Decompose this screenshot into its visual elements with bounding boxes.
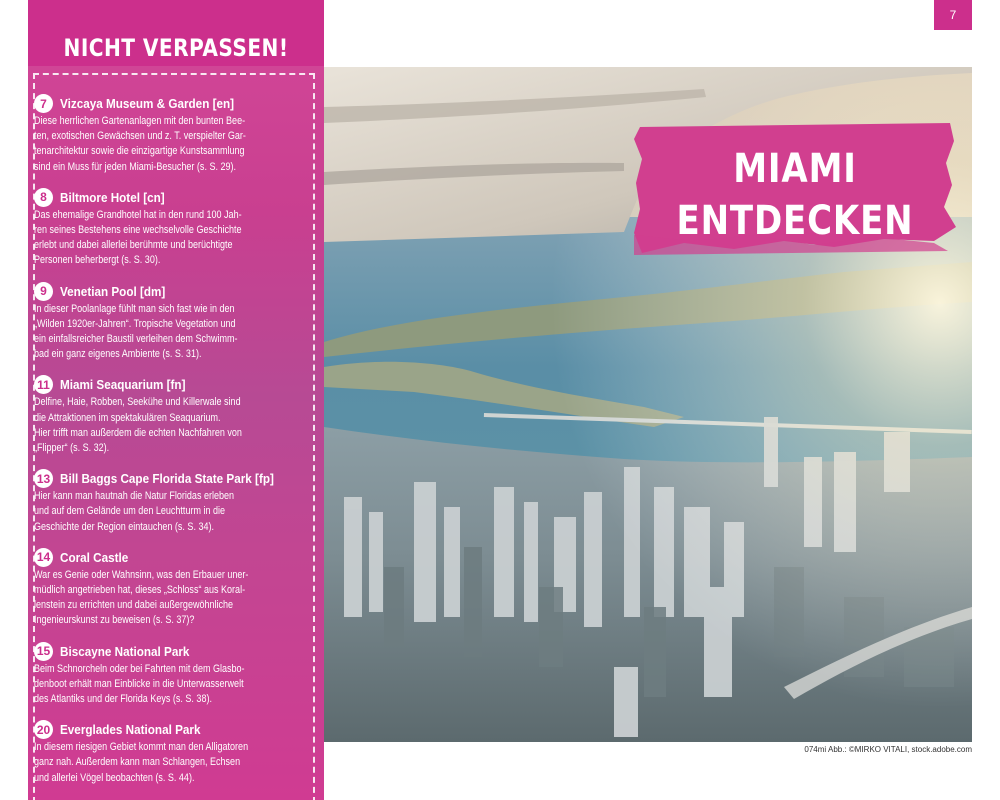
text-line: sind ein Muss für jeden Miami-Besucher (s. S. 29). bbox=[34, 160, 237, 173]
number-badge: 9 bbox=[34, 282, 53, 301]
list-item-title: Biltmore Hotel [cn] bbox=[60, 189, 165, 205]
list-item bbox=[34, 375, 296, 456]
text-line: und auf dem Gelände um den Leuchtturm in die bbox=[34, 505, 226, 518]
text-line: Das ehemalige Grandhotel hat in den rund 100 Jah- bbox=[34, 208, 242, 221]
list-item bbox=[34, 548, 296, 629]
list-item-title: Biscayne National Park bbox=[60, 643, 190, 659]
photo-credit: 074mi Abb.: ©MIRKO VITALI, stock.adobe.com bbox=[804, 745, 972, 754]
list-item-text bbox=[34, 662, 273, 708]
text-line: bad ein ganz eigenes Ambiente (s. S. 31). bbox=[34, 348, 202, 361]
list-item bbox=[34, 720, 296, 786]
text-line: ren seines Bestehens eine wechselvolle Geschichte bbox=[34, 224, 242, 237]
text-line: erlebt und dabei allerlei berühmte und berüchtigte bbox=[34, 239, 233, 252]
list-item-text bbox=[34, 740, 273, 786]
number-badge: 20 bbox=[34, 720, 53, 739]
list-item-text bbox=[34, 208, 273, 269]
text-line: Geschichte der Region eintauchen (s. S. 34). bbox=[34, 520, 215, 533]
list-item bbox=[34, 94, 296, 175]
text-line: Hier kann man hautnah die Natur Floridas erleben bbox=[34, 490, 235, 503]
list-item-title: Everglades National Park bbox=[60, 722, 201, 738]
list-item bbox=[34, 642, 296, 708]
text-line: müdlich angetrieben hat, dieses „Schloss“ aus Koral- bbox=[34, 584, 246, 597]
number-badge: 13 bbox=[34, 469, 53, 488]
list-item-head bbox=[34, 188, 296, 207]
text-line: die Attraktionen im spektakulären Seaquarium. bbox=[34, 411, 221, 424]
list-item-head bbox=[34, 548, 296, 567]
list-item-head bbox=[34, 282, 296, 301]
page-number: 7 bbox=[934, 0, 972, 30]
text-line: Hier trifft man außerdem die echten Nachfahren von bbox=[34, 426, 242, 439]
text-line: Personen beherbergt (s. S. 30). bbox=[34, 254, 161, 267]
list-item-head bbox=[34, 94, 296, 113]
number-badge: 7 bbox=[34, 94, 53, 113]
text-line: des Atlantiks und der Florida Keys (s. S. 38). bbox=[34, 693, 212, 706]
text-line: ten, exotischen Gewächsen und z. T. verspielter Gar- bbox=[34, 130, 246, 143]
list-item bbox=[34, 188, 296, 269]
hero-title-line: ENTDECKEN bbox=[676, 198, 914, 244]
text-line: War es Genie oder Wahnsinn, was den Erbauer uner- bbox=[34, 568, 249, 581]
highlights-list bbox=[34, 94, 296, 799]
list-item-title: Venetian Pool [dm] bbox=[60, 283, 166, 299]
text-line: Ingenieurskunst zu beweisen (s. S. 37)? bbox=[34, 614, 195, 627]
number-badge: 15 bbox=[34, 642, 53, 661]
list-item-text bbox=[34, 302, 273, 363]
list-item-head bbox=[34, 469, 296, 488]
text-line: Beim Schnorcheln oder bei Fahrten mit dem Glasbo- bbox=[34, 662, 245, 675]
list-item-text bbox=[34, 489, 273, 535]
list-item-title: Vizcaya Museum & Garden [en] bbox=[60, 96, 235, 111]
hero-title bbox=[658, 143, 932, 247]
list-item-text bbox=[34, 114, 273, 175]
text-line: Diese herrlichen Gartenanlagen mit den bunten Bee- bbox=[34, 115, 246, 127]
number-badge: 8 bbox=[34, 188, 53, 207]
list-item-title: Coral Castle bbox=[60, 549, 129, 565]
list-item-head bbox=[34, 375, 296, 394]
text-line: „Flipper“ (s. S. 32). bbox=[34, 442, 110, 455]
hero-title-line: MIAMI bbox=[733, 146, 857, 192]
text-line: lenstein zu errichten und dabei außergewöhnliche bbox=[34, 599, 234, 612]
number-badge: 14 bbox=[34, 548, 53, 567]
list-item-title: Miami Seaquarium [fn] bbox=[60, 377, 186, 393]
sidebar-title: NICHT VERPASSEN! bbox=[63, 34, 289, 62]
text-line: tenarchitektur sowie die einzigartige Kunstsammlung bbox=[34, 145, 245, 158]
text-line: In diesem riesigen Gebiet kommt man den Alligatoren bbox=[34, 741, 249, 754]
text-line: ganz nah. Außerdem kann man Schlangen, Echsen bbox=[34, 756, 241, 769]
text-line: ein einfallsreicher Baustil verleihen dem Schwimm- bbox=[34, 333, 238, 346]
text-line: In dieser Poolanlage fühlt man sich fast wie in den bbox=[34, 302, 235, 315]
list-item bbox=[34, 282, 296, 363]
list-item-text bbox=[34, 568, 273, 629]
text-line: Delfine, Haie, Robben, Seekühe und Killerwale sind bbox=[34, 396, 241, 409]
list-item-head bbox=[34, 642, 296, 661]
text-line: „Wilden 1920er-Jahren“. Tropische Vegetation und bbox=[34, 317, 236, 330]
text-line: und allerlei Vögel beobachten (s. S. 44). bbox=[34, 771, 195, 784]
title-banner bbox=[634, 123, 956, 255]
list-item-text bbox=[34, 395, 273, 456]
list-item-head bbox=[34, 720, 296, 739]
number-badge: 11 bbox=[34, 375, 53, 394]
list-item bbox=[34, 469, 296, 535]
text-line: denboot erhält man Einblicke in die Unterwasserwelt bbox=[34, 677, 244, 690]
list-item-title: Bill Baggs Cape Florida State Park [fp] bbox=[60, 471, 274, 487]
